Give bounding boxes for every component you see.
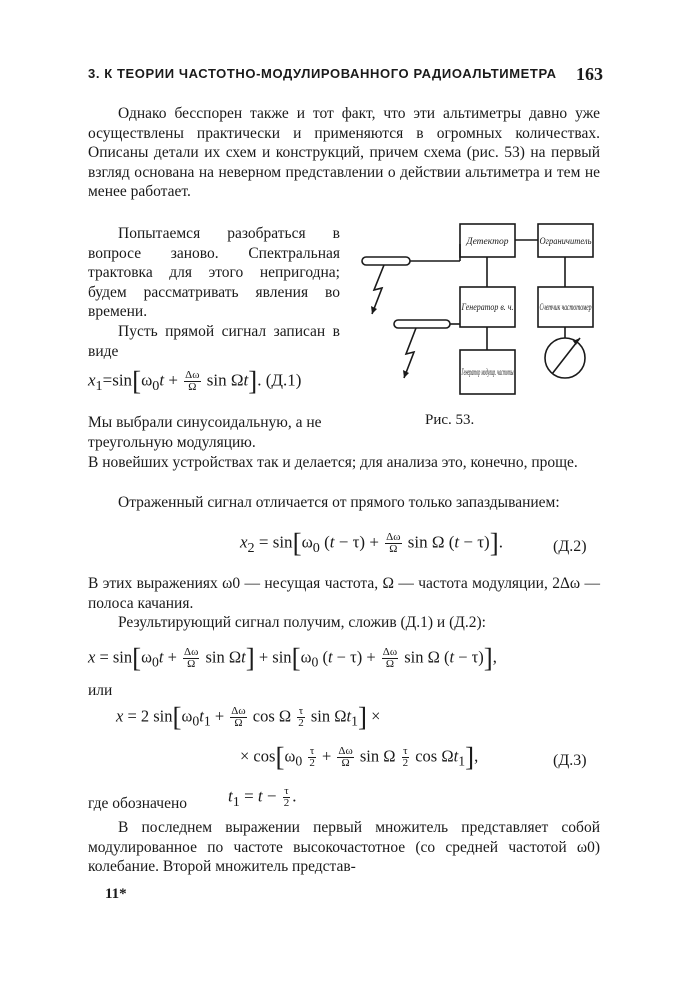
equation-d3-line1: x = 2 $\sin[\omega_0t_1$ + $\frac{\Delta\omega}{\Omega}$ cos Ω $\frac{\tau}{2}$ $\sin \Omega t_1$] × bbox=[116, 702, 381, 732]
limiter-label: Ограничитель bbox=[539, 237, 593, 247]
modulation-generator-label: Генератор модулир. частоты bbox=[461, 368, 585, 378]
paragraph-resulting-signal: Результирующий сигнал получим, сложив (Д.1) и (Д.2): bbox=[118, 614, 486, 631]
figure-53-diagram bbox=[352, 214, 602, 404]
equation-d3-label: (Д.3) bbox=[553, 752, 587, 769]
running-header-title: 3. К ТЕОРИИ ЧАСТОТНО-МОДУЛИРОВАННОГО РАДИОАЛЬТИМЕТРА bbox=[88, 66, 557, 81]
equation-d2-label: (Д.2) bbox=[553, 538, 587, 555]
generator-label: Генератор в. ч. bbox=[460, 303, 514, 313]
equation-d1: $x_1=\sin[\omega_0t$ + $\frac{\Delta\omega}{\Omega}$ sin Ωt]. (Д.1) bbox=[88, 366, 302, 396]
equation-t1-definition: $t_1 = t$ − $\frac{\tau}{2}$ . bbox=[228, 785, 297, 810]
paragraph-direct-signal: Пусть прямой сигнал записан в виде bbox=[88, 323, 340, 360]
paragraph-reflected-signal: Отраженный сигнал отличается от прямого только запаздыванием: bbox=[118, 494, 560, 511]
paragraph-attempt: Попытаемся разобраться в вопросе заново. Спектральная трактовка для этого непригодна; будем рассматривать явления во времени. bbox=[88, 225, 340, 321]
signature-mark: 11* bbox=[105, 886, 127, 902]
paragraph-or: или bbox=[88, 682, 113, 699]
equation-d2: $x_2 = \sin[\omega_0$ (t − τ) + $\frac{\Delta\omega}{\Omega}$ sin Ω (t − τ)]. bbox=[240, 528, 503, 558]
equation-d3-line2: × $\cos[\omega_0$ $\frac{\tau}{2}$ + $\frac{\Delta\omega}{\Omega}$ sin Ω $\frac{\tau}{2}$ $\cos \Omega t_1$], bbox=[240, 742, 479, 772]
detector-label: Детектор bbox=[466, 237, 509, 247]
paragraph-conclusion: В последнем выражении первый множитель представляет собой модулированное по частоте высокочастотное (со средней частотой ω0) колебание. Второй множитель представ- bbox=[88, 819, 600, 876]
equation-d1-label: (Д.1) bbox=[265, 370, 302, 390]
equation-sum: $x = \sin[\omega_0t$ + $\frac{\Delta\omega}{\Omega}$ $\sin \Omega t] + \sin[\omega_0$ (t − τ) + $\frac{\Delta\omega}{\Omega}$ sin Ω (t − τ)], bbox=[88, 643, 497, 673]
figure-caption: Рис. 53. bbox=[425, 412, 475, 428]
paragraph-modern-devices: В новейших устройствах так и делается; для анализа это, конечно, проще. bbox=[88, 454, 578, 471]
page-number: 163 bbox=[576, 64, 603, 84]
paragraph-notation: где обозначено bbox=[88, 795, 188, 812]
counter-label: Счетчик частотомер bbox=[539, 303, 592, 313]
paragraph-modulation-choice: Мы выбрали синусоидальную, а не треугольную модуляцию. bbox=[88, 414, 322, 451]
paragraph-intro: Однако бесспорен также и тот факт, что эти альтиметры давно уже осуществлены практически и применяются в огромных количествах. Описаны детали их схем и конструкций, причем схема (рис. 53) на первый взгляд основана на неверном представлении о действии альтиметра и тем не менее работает. bbox=[88, 105, 600, 201]
paragraph-definitions: В этих выражениях ω0 — несущая частота, Ω — частота модуляции, 2Δω — полоса качания. bbox=[88, 575, 600, 612]
running-header bbox=[88, 64, 603, 88]
